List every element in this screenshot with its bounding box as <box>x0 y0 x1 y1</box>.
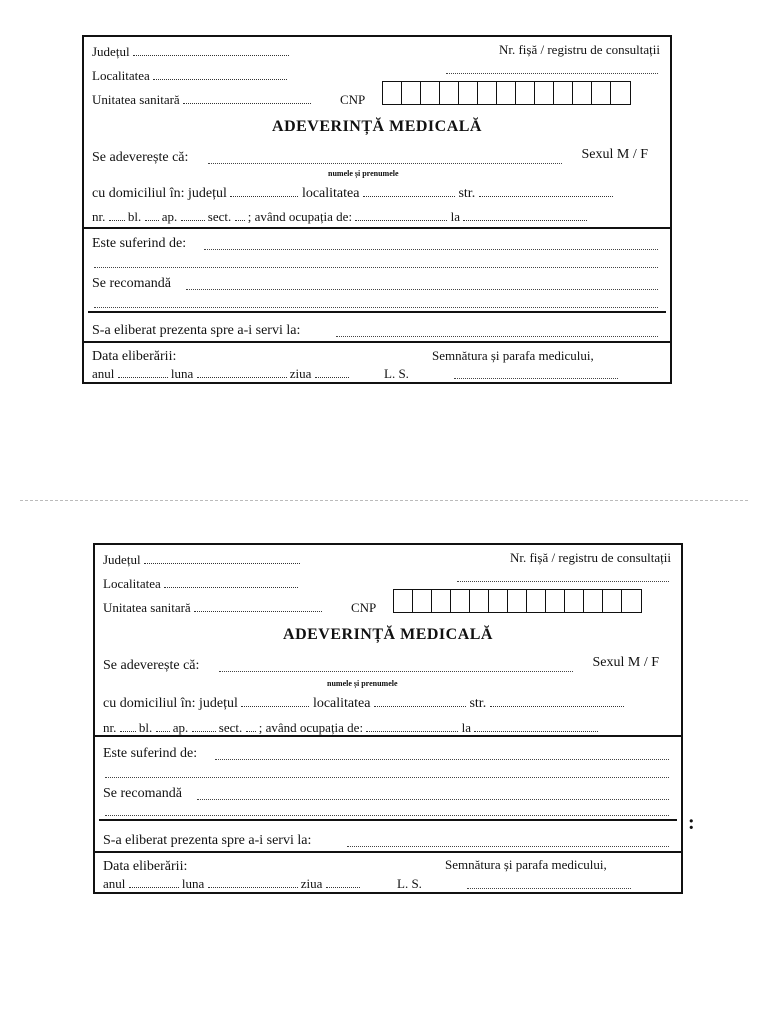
anul-field[interactable] <box>118 367 168 378</box>
cnp-digit-box[interactable] <box>573 82 592 104</box>
anul-label: anul <box>103 876 126 891</box>
nr-label: nr. <box>103 720 117 735</box>
unitatea-field[interactable] <box>194 601 322 612</box>
localitatea-field[interactable] <box>164 577 298 588</box>
section-divider <box>88 311 666 313</box>
cnp-digit-box[interactable] <box>489 590 508 612</box>
unitatea-label: Unitatea sanitară <box>103 600 191 615</box>
eliberat-label: S-a eliberat prezenta spre a-i servi la: <box>92 323 301 338</box>
data-eliberarii-label: Data eliberării: <box>103 859 188 874</box>
ziua-label: ziua <box>289 366 312 381</box>
cnp-digit-box[interactable] <box>592 82 611 104</box>
cnp-input-grid[interactable] <box>382 81 631 105</box>
nr-fisa-label: Nr. fișă / registru de consultații <box>509 550 671 565</box>
sect-label: sect. <box>207 209 232 224</box>
se-adevereste-label: Se adeverește că: <box>92 150 189 165</box>
medical-certificate-form-bottom <box>93 543 683 894</box>
cnp-digit-box[interactable] <box>470 590 489 612</box>
domiciliu-label: cu domiciliul în: județul <box>103 696 238 711</box>
la-field[interactable] <box>463 210 587 221</box>
recomanda-field-2[interactable] <box>94 307 658 308</box>
cnp-digit-box[interactable] <box>413 590 432 612</box>
suferind-field-2[interactable] <box>105 777 669 778</box>
semnatura-label: Semnătura și parafa medicului, <box>445 857 607 872</box>
bl-field[interactable] <box>145 210 159 221</box>
adresa-row <box>92 210 587 224</box>
unitatea-field[interactable] <box>183 93 311 104</box>
cnp-digit-box[interactable] <box>459 82 478 104</box>
unitatea-label: Unitatea sanitară <box>92 92 180 107</box>
ocupatia-label: ; având ocupația de: <box>258 720 364 735</box>
judet-field[interactable] <box>133 45 289 56</box>
unitatea-row <box>92 93 311 107</box>
cnp-digit-box[interactable] <box>440 82 459 104</box>
luna-field[interactable] <box>208 877 298 888</box>
bl-label: bl. <box>138 720 153 735</box>
cnp-digit-box[interactable] <box>432 590 451 612</box>
domiciliu-judet-field[interactable] <box>241 696 309 707</box>
sex-label: Sexul M / F <box>581 147 648 162</box>
eliberat-field[interactable] <box>347 846 669 847</box>
ocupatia-label: ; având ocupația de: <box>247 209 353 224</box>
adresa-row <box>103 721 598 735</box>
semnatura-label: Semnătura și parafa medicului, <box>432 348 594 363</box>
nr-label: nr. <box>92 209 106 224</box>
judet-row <box>103 553 300 567</box>
domiciliu-judet-field[interactable] <box>230 186 298 197</box>
suferind-label: Este suferind de: <box>103 746 198 761</box>
section-divider <box>84 227 670 229</box>
localitatea-row <box>103 577 298 591</box>
luna-field[interactable] <box>197 367 287 378</box>
cnp-digit-box[interactable] <box>516 82 535 104</box>
domiciliu-localitatea-field[interactable] <box>363 186 455 197</box>
cnp-digit-box[interactable] <box>383 82 402 104</box>
cnp-label: CNP <box>351 600 377 615</box>
domiciliu-row <box>103 696 624 711</box>
ocupatia-field[interactable] <box>366 721 458 732</box>
judet-row <box>92 45 289 59</box>
form-title: ADEVERINȚĂ MEDICALĂ <box>283 626 493 643</box>
suferind-field[interactable] <box>204 249 658 250</box>
domiciliu-localitatea-label: localitatea <box>312 696 371 711</box>
data-eliberarii-label: Data eliberării: <box>92 349 177 364</box>
margin-mark: : <box>688 812 695 834</box>
str-field[interactable] <box>490 696 624 707</box>
cnp-input-grid[interactable] <box>393 589 642 613</box>
bl-label: bl. <box>127 209 142 224</box>
sect-field[interactable] <box>246 721 256 732</box>
cnp-digit-box[interactable] <box>527 590 546 612</box>
sex-label: Sexul M / F <box>592 655 659 670</box>
judet-label: Județul <box>92 44 130 59</box>
semnatura-field[interactable] <box>467 888 631 889</box>
cnp-digit-box[interactable] <box>622 590 641 612</box>
sect-field[interactable] <box>235 210 245 221</box>
domiciliu-localitatea-field[interactable] <box>374 696 466 707</box>
domiciliu-row <box>92 186 613 201</box>
anul-field[interactable] <box>129 877 179 888</box>
ap-field[interactable] <box>192 721 216 732</box>
recomanda-field[interactable] <box>186 289 658 290</box>
domiciliu-localitatea-label: localitatea <box>301 186 360 201</box>
nume-field[interactable] <box>219 671 573 672</box>
cnp-digit-box[interactable] <box>535 82 554 104</box>
cnp-digit-box[interactable] <box>478 82 497 104</box>
suferind-field[interactable] <box>215 759 669 760</box>
unitatea-row <box>103 601 322 615</box>
localitatea-row <box>92 69 287 83</box>
judet-label: Județul <box>103 552 141 567</box>
ap-label: ap. <box>172 720 189 735</box>
cnp-label: CNP <box>340 92 366 107</box>
cnp-digit-box[interactable] <box>603 590 622 612</box>
recomanda-field[interactable] <box>197 799 669 800</box>
se-adevereste-label: Se adeverește că: <box>103 658 200 673</box>
cnp-digit-box[interactable] <box>611 82 630 104</box>
suferind-label: Este suferind de: <box>92 236 187 251</box>
ap-label: ap. <box>161 209 178 224</box>
localitatea-field[interactable] <box>153 69 287 80</box>
nr-field[interactable] <box>120 721 136 732</box>
section-divider <box>84 341 670 343</box>
localitatea-label: Localitatea <box>92 68 150 83</box>
eliberat-field[interactable] <box>336 336 658 337</box>
cnp-digit-box[interactable] <box>421 82 440 104</box>
cnp-digit-box[interactable] <box>565 590 584 612</box>
localitatea-label: Localitatea <box>103 576 161 591</box>
nr-fisa-field[interactable] <box>446 73 658 74</box>
cnp-digit-box[interactable] <box>497 82 516 104</box>
nr-fisa-field[interactable] <box>457 581 669 582</box>
recomanda-label: Se recomandă <box>103 786 182 801</box>
medical-certificate-form-top <box>82 35 672 384</box>
ziua-field[interactable] <box>315 367 349 378</box>
str-label: str. <box>469 696 487 711</box>
numele-sublabel: numele și prenumele <box>327 679 398 688</box>
cnp-digit-box[interactable] <box>554 82 573 104</box>
section-divider <box>95 851 681 853</box>
form-title: ADEVERINȚĂ MEDICALĂ <box>272 118 482 135</box>
semnatura-field[interactable] <box>454 378 618 379</box>
recomanda-field-2[interactable] <box>105 815 669 816</box>
data-row <box>103 877 360 891</box>
section-divider <box>99 819 677 821</box>
bl-field[interactable] <box>156 721 170 732</box>
nume-field[interactable] <box>208 163 562 164</box>
la-label: la <box>450 209 460 224</box>
ziua-label: ziua <box>300 876 323 891</box>
cnp-digit-box[interactable] <box>546 590 565 612</box>
nr-fisa-label: Nr. fișă / registru de consultații <box>498 42 660 57</box>
domiciliu-label: cu domiciliul în: județul <box>92 186 227 201</box>
ls-label: L. S. <box>384 366 409 381</box>
cnp-digit-box[interactable] <box>451 590 470 612</box>
cnp-digit-box[interactable] <box>394 590 413 612</box>
eliberat-label: S-a eliberat prezenta spre a-i servi la: <box>103 833 312 848</box>
anul-label: anul <box>92 366 115 381</box>
str-field[interactable] <box>479 186 613 197</box>
la-label: la <box>461 720 471 735</box>
luna-label: luna <box>181 876 205 891</box>
ls-label: L. S. <box>397 876 422 891</box>
numele-sublabel: numele și prenumele <box>328 169 399 178</box>
judet-field[interactable] <box>144 553 300 564</box>
cnp-digit-box[interactable] <box>402 82 421 104</box>
cnp-digit-box[interactable] <box>584 590 603 612</box>
recomanda-label: Se recomandă <box>92 276 171 291</box>
str-label: str. <box>458 186 476 201</box>
sect-label: sect. <box>218 720 243 735</box>
ziua-field[interactable] <box>326 877 360 888</box>
la-field[interactable] <box>474 721 598 732</box>
ocupatia-field[interactable] <box>355 210 447 221</box>
data-row <box>92 367 349 381</box>
nr-field[interactable] <box>109 210 125 221</box>
section-divider <box>95 735 681 737</box>
ap-field[interactable] <box>181 210 205 221</box>
cut-line <box>20 500 748 501</box>
luna-label: luna <box>170 366 194 381</box>
suferind-field-2[interactable] <box>94 267 658 268</box>
cnp-digit-box[interactable] <box>508 590 527 612</box>
